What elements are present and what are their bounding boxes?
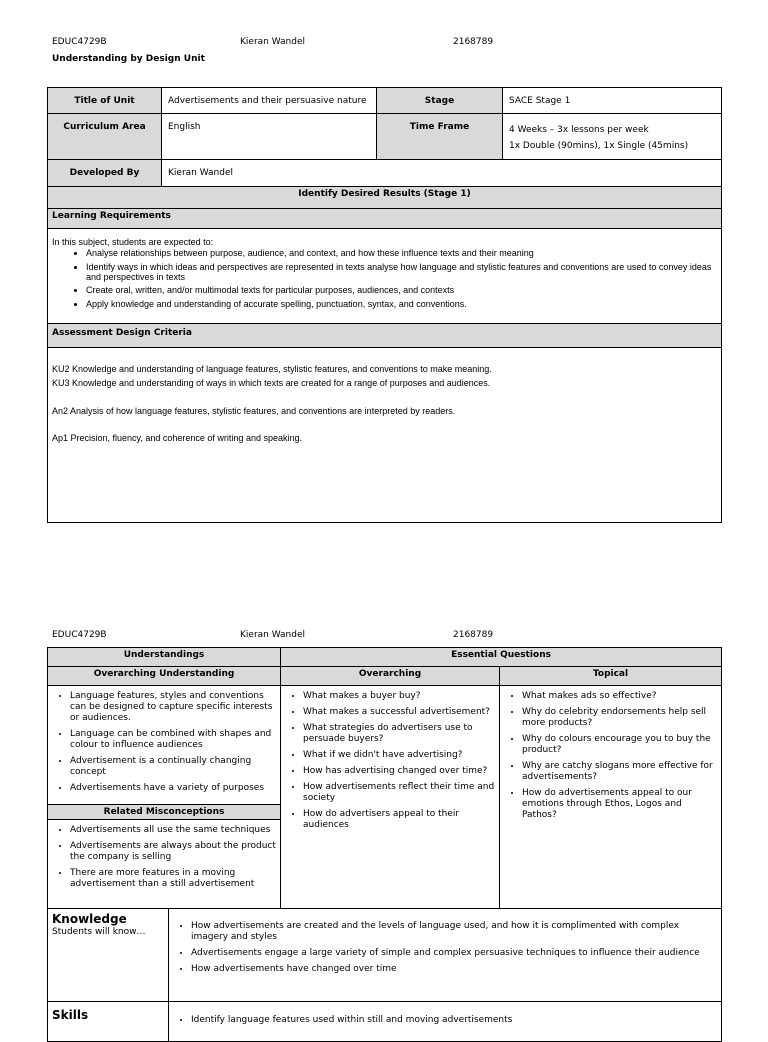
title-of-unit-label: Title of Unit bbox=[48, 88, 162, 114]
developed-by-value: Kieran Wandel bbox=[162, 160, 722, 187]
overarching-questions-list bbox=[287, 691, 495, 831]
misconceptions-label: Related Misconceptions bbox=[48, 804, 280, 820]
learning-item: • Identify ways in which ideas and perspectives are represented in texts analyse how language and stylistic features and conventions are used to convey ideas and perspectives in texts bbox=[86, 262, 717, 282]
understanding-item: • Language features, styles and conventions can be designed to capture specific interests or audiences. bbox=[70, 691, 276, 724]
learning-intro: In this subject, students are expected to: bbox=[52, 237, 214, 247]
overarching-label: Overarching bbox=[281, 667, 500, 686]
topical-question: • Why do colours encourage you to buy the product? bbox=[522, 734, 717, 756]
understandings-cell bbox=[48, 686, 281, 909]
knowledge-label-cell bbox=[48, 909, 169, 1002]
misconception-item: • There are more features in a moving advertisement than a still advertisement bbox=[70, 868, 276, 890]
author-name: Kieran Wandel bbox=[240, 37, 306, 47]
essential-questions-heading: Essential Questions bbox=[281, 648, 722, 667]
skills-list bbox=[175, 1015, 717, 1026]
time-frame-label: Time Frame bbox=[377, 114, 503, 160]
knowledge-list bbox=[175, 921, 717, 975]
time-frame-line-2: 1x Double (90mins), 1x Single (45mins) bbox=[509, 141, 689, 151]
understandings-list bbox=[54, 691, 276, 794]
overarching-question: • What strategies do advertisers use to persuade buyers? bbox=[303, 723, 495, 745]
understandings-table bbox=[47, 647, 722, 1042]
learning-item: • Apply knowledge and understanding of accurate spelling, punctuation, syntax, and conventions. bbox=[86, 299, 717, 310]
course-code: EDUC4729B bbox=[52, 630, 107, 640]
knowledge-item: • Advertisements engage a large variety of simple and complex persuasive techniques to influence their audience bbox=[191, 948, 717, 959]
misconception-item: • Advertisements all use the same techniques bbox=[70, 825, 276, 836]
student-id: 2168789 bbox=[453, 630, 494, 640]
course-code: EDUC4729B bbox=[52, 37, 107, 47]
stage-value: SACE Stage 1 bbox=[503, 88, 722, 114]
unit-table bbox=[47, 87, 722, 523]
overarching-question: • What if we didn't have advertising? bbox=[303, 750, 495, 761]
knowledge-sublabel: Students will know… bbox=[52, 927, 146, 937]
understanding-item: • Advertisements have a variety of purposes bbox=[70, 783, 276, 794]
time-frame-value bbox=[503, 114, 722, 160]
criterion-ap1: Ap1 Precision, fluency, and coherence of writing and speaking. bbox=[52, 433, 302, 443]
stage-label: Stage bbox=[377, 88, 503, 114]
overarching-question: • What makes a buyer buy? bbox=[303, 691, 495, 702]
understanding-item: • Language can be combined with shapes and colour to influence audiences bbox=[70, 729, 276, 751]
assessment-criteria-heading: Assessment Design Criteria bbox=[48, 324, 722, 348]
overarching-questions-cell bbox=[281, 686, 500, 909]
learning-requirements-heading: Learning Requirements bbox=[48, 209, 722, 229]
understanding-item: • Advertisement is a continually changing concept bbox=[70, 756, 276, 778]
learning-list bbox=[52, 248, 717, 310]
criterion-ku3: KU3 Knowledge and understanding of ways in which texts are created for a range of purposes and audiences. bbox=[52, 378, 491, 388]
stage-1-heading: Identify Desired Results (Stage 1) bbox=[48, 187, 722, 209]
topical-questions-cell bbox=[500, 686, 722, 909]
misconceptions-body bbox=[48, 820, 280, 890]
skills-label: Skills bbox=[52, 1008, 89, 1022]
topical-question: • Why are catchy slogans more effective for advertisements? bbox=[522, 761, 717, 783]
learning-requirements-body bbox=[48, 229, 722, 324]
skills-body bbox=[169, 1002, 722, 1042]
misconceptions-list bbox=[54, 825, 276, 890]
author-name: Kieran Wandel bbox=[240, 630, 306, 640]
topical-questions-list bbox=[506, 691, 717, 821]
knowledge-title: Knowledge bbox=[52, 912, 127, 926]
developed-by-label: Developed By bbox=[48, 160, 162, 187]
criterion-an2: An2 Analysis of how language features, stylistic features, and conventions are interpreted by readers. bbox=[52, 406, 456, 416]
knowledge-item: • How advertisements are created and the levels of language used, and how it is complimented with complex imagery and styles bbox=[191, 921, 717, 943]
doc-title: Understanding by Design Unit bbox=[52, 54, 205, 64]
knowledge-body bbox=[169, 909, 722, 1002]
assessment-criteria-body bbox=[48, 348, 722, 523]
skills-label-cell bbox=[48, 1002, 169, 1042]
understandings-heading: Understandings bbox=[48, 648, 281, 667]
overarching-question: • How do advertisers appeal to their audiences bbox=[303, 809, 495, 831]
learning-item: • Analyse relationships between purpose, audience, and context, and how these influence texts and their meaning bbox=[86, 248, 717, 259]
misconception-item: • Advertisements are always about the product the company is selling bbox=[70, 841, 276, 863]
criterion-ku2: KU2 Knowledge and understanding of language features, stylistic features, and conventions to make meaning. bbox=[52, 364, 492, 374]
overarching-question: • How advertisements reflect their time and society bbox=[303, 782, 495, 804]
overarching-question: • How has advertising changed over time? bbox=[303, 766, 495, 777]
curriculum-area-label: Curriculum Area bbox=[48, 114, 162, 160]
time-frame-line-1: 4 Weeks – 3x lessons per week bbox=[509, 125, 649, 135]
topical-label: Topical bbox=[500, 667, 722, 686]
skills-item: • Identify language features used within still and moving advertisements bbox=[191, 1015, 717, 1026]
topical-question: • How do advertisements appeal to our emotions through Ethos, Logos and Pathos? bbox=[522, 788, 717, 821]
understandings-body bbox=[48, 686, 280, 804]
title-of-unit-value: Advertisements and their persuasive nature bbox=[162, 88, 377, 114]
knowledge-label bbox=[48, 909, 168, 939]
topical-question: • What makes ads so effective? bbox=[522, 691, 717, 702]
overarching-question: • What makes a successful advertisement? bbox=[303, 707, 495, 718]
curriculum-area-value: English bbox=[162, 114, 377, 160]
topical-question: • Why do celebrity endorsements help sell more products? bbox=[522, 707, 717, 729]
student-id: 2168789 bbox=[453, 37, 494, 47]
knowledge-item: • How advertisements have changed over time bbox=[191, 964, 717, 975]
learning-item: • Create oral, written, and/or multimodal texts for particular purposes, audiences, and contexts bbox=[86, 285, 717, 296]
overarching-understanding-label: Overarching Understanding bbox=[48, 667, 281, 686]
